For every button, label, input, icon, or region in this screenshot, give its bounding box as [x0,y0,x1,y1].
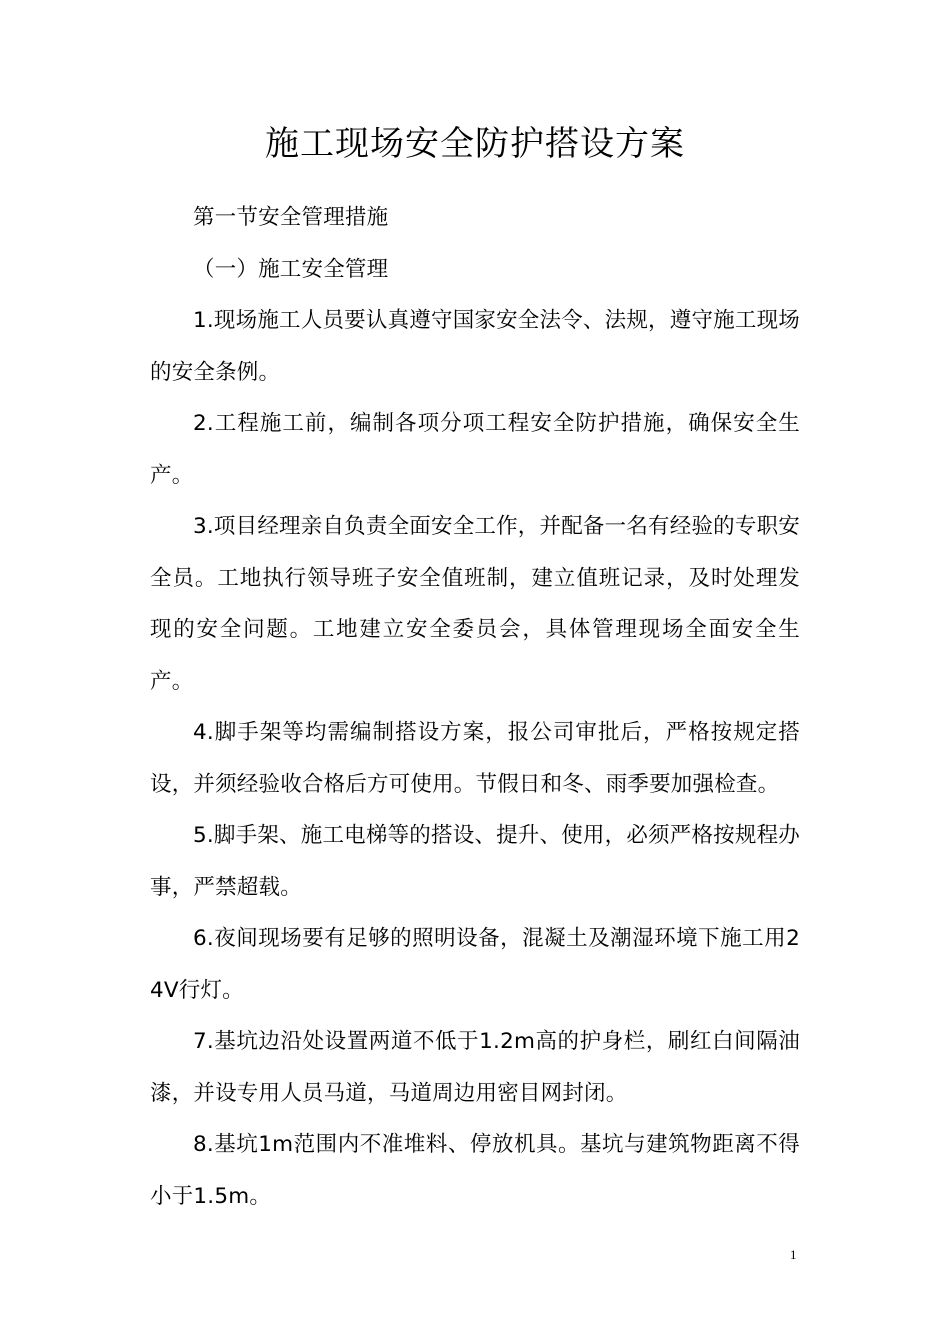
section-heading: 第一节安全管理措施 [193,205,389,230]
paragraph-7: 7.基坑边沿处设置两道不低于1.2m高的护身栏，刷红白间隔油漆，并设专用人员马道，马道周边用密目网封闭。 [150,1029,800,1106]
paragraph-8: 8.基坑1m范围内不准堆料、停放机具。基坑与建筑物距离不得小于1.5m。 [150,1132,800,1209]
paragraph-3: 3.项目经理亲自负责全面安全工作，并配备一名有经验的专职安全员。工地执行领导班子安全值班制，建立值班记录，及时处理发现的安全问题。工地建立安全委员会，具体管理现场全面安全生产。 [150,514,800,694]
paragraph-5: 5.脚手架、施工电梯等的搭设、提升、使用，必须严格按规程办事，严禁超载。 [150,823,800,900]
paragraph-2: 2.工程施工前，编制各项分项工程安全防护措施，确保安全生产。 [150,411,800,488]
paragraph-4: 4.脚手架等均需编制搭设方案，报公司审批后，严格按规定搭设，并须经验收合格后方可使用。节假日和冬、雨季要加强检查。 [150,720,800,797]
paragraph-6: 6.夜间现场要有足够的照明设备，混凝土及潮湿环境下施工用24V行灯。 [150,926,800,1003]
page-number: 1 [790,1247,797,1262]
document-body [150,192,800,1222]
subsection-heading: （一）施工安全管理 [193,256,389,282]
document-title: 施工现场安全防护搭设方案 [265,124,685,164]
paragraph-1: 1.现场施工人员要认真遵守国家安全法令、法规，遵守施工现场的安全条例。 [150,308,800,385]
